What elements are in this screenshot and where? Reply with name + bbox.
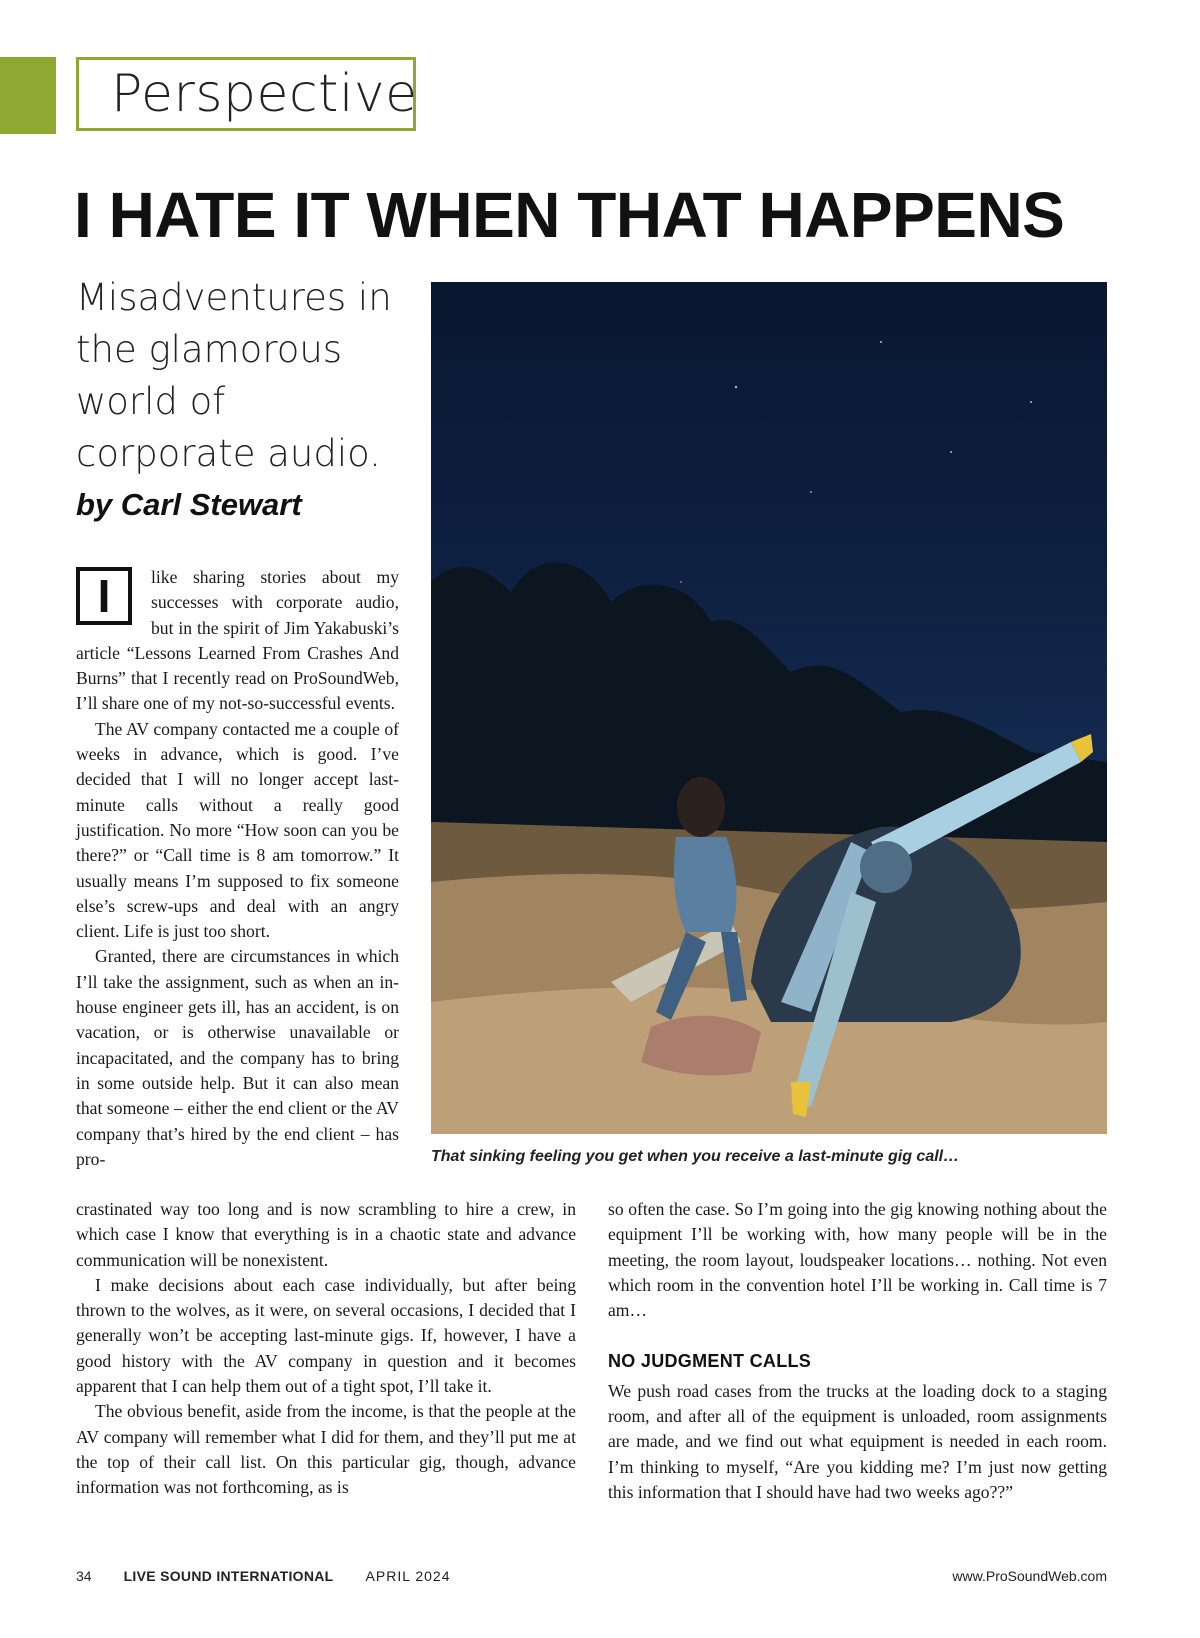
article-body-column-left-bottom: [76, 1197, 576, 1501]
desert-night-photo: [431, 282, 1107, 1134]
body-paragraph: Granted, there are circumstances in which I’ll take the assignment, such as when an in-house engineer gets ill, has an accident, is on vacation, or is otherwise unavailable or incapacitated, and the company has to bring in some outside help. But it can also mean that someone – either the end client or the AV company that’s hired by the end client – has pro-: [76, 946, 399, 1169]
body-paragraph: We push road cases from the trucks at the loading dock to a staging room, and after all of the equipment is unloaded, room assignments are made, and we find out what equipment is needed in each room. I’m thinking to myself, “Are you kidding me? I’m just now getting this information that I should have had two weeks ago??”: [608, 1380, 1107, 1502]
article-photo: [431, 282, 1107, 1134]
section-subhead: NO JUDGMENT CALLS: [608, 1351, 812, 1372]
issue-date: APRIL 2024: [365, 1568, 451, 1584]
section-label: Perspective: [111, 64, 418, 124]
body-paragraph: The obvious benefit, aside from the income, is that the people at the AV company will remember what I did for them, and they’ll put me at the top of their call list. On this particular gig, though, advance information was not forthcoming, as is: [76, 1401, 576, 1498]
body-paragraph: like sharing stories about my successes with corporate audio, but in the spirit of Jim Yakabuski’s article “Lessons Learned From Crashes And Burns” that I recently read on ProSoundWeb, I’ll share one of my not-so-successful events.: [76, 567, 399, 714]
magazine-name: LIVE SOUND INTERNATIONAL: [123, 1568, 334, 1584]
article-byline: by Carl Stewart: [76, 487, 302, 522]
body-paragraph: crastinated way too long and is now scrambling to hire a crew, in which case I know that everything is in a chaotic state and advance communication will be nonexistent.: [76, 1199, 576, 1270]
article-body-column-left-top: [76, 565, 399, 1172]
section-label-box: [76, 57, 416, 131]
body-paragraph: The AV company contacted me a couple of weeks in advance, which is good. I’ve decided that I will no longer accept last-minute calls without a really good justification. No more “How soon can you be there?” or “Call time is 8 am tomorrow.” It usually means I’m supposed to fix someone else’s screw-ups and deal with an angry client. Life is just too short.: [76, 718, 399, 942]
body-paragraph: so often the case. So I’m going into the gig knowing nothing about the equipment I’ll be working with, how many people will be in the meeting, the room layout, loudspeaker locations… nothing. Not even which room in the convention hotel I’ll be working in. Call time is 7 am…: [608, 1199, 1107, 1321]
article-body-column-right: [608, 1197, 1107, 1505]
page-number: 34: [76, 1568, 92, 1584]
website-url: www.ProSoundWeb.com: [952, 1568, 1107, 1584]
page-footer: [76, 1568, 1107, 1584]
drop-cap: I: [76, 567, 132, 625]
article-deck: Misadventures in the glamorous world of corporate audio.: [76, 276, 392, 475]
photo-caption: That sinking feeling you get when you receive a last-minute gig call…: [431, 1148, 960, 1165]
section-color-tab: [0, 57, 56, 134]
article-headline: I HATE IT WHEN THAT HAPPENS: [74, 179, 1065, 251]
body-paragraph: I make decisions about each case individually, but after being thrown to the wolves, as it were, on several occasions, I decided that I generally won’t be accepting last-minute gigs. If, however, I have a good history with the AV company in question and it becomes apparent that I can help them out of a tight spot, I’ll take it.: [76, 1274, 576, 1397]
